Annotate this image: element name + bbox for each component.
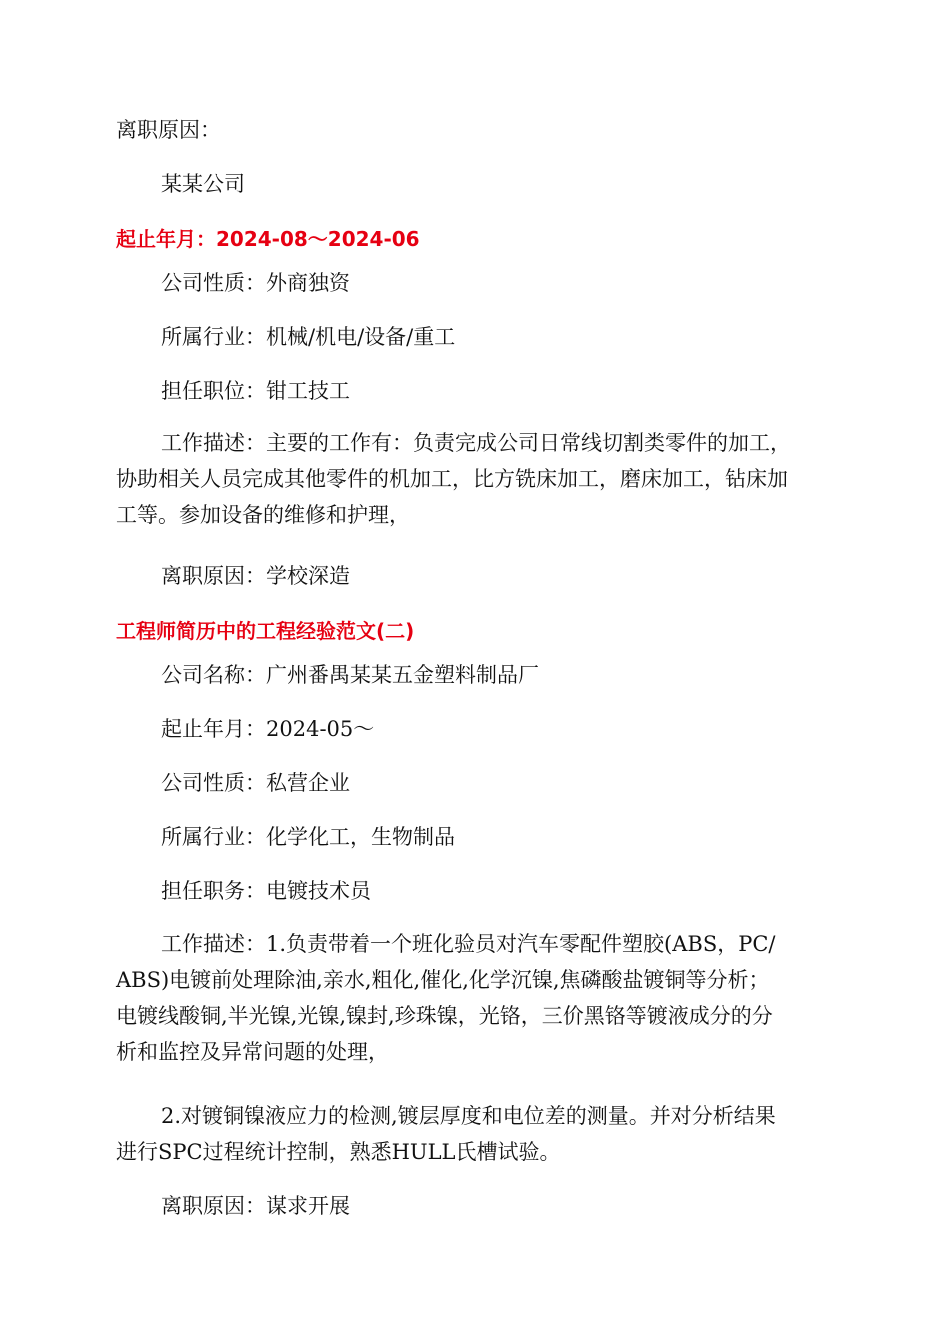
job-description-1-line: 工等。参加设备的维修和护理， (116, 503, 410, 527)
section-heading: 工程师简历中的工程经验范文(二) (116, 619, 415, 643)
company-name-2: 公司名称：广州番禺某某五金塑料制品厂 (161, 663, 539, 687)
company-nature: 公司性质：外商独资 (161, 271, 350, 295)
job-description-1-line: 工作描述：主要的工作有：负责完成公司日常线切割类零件的加工， (161, 431, 791, 455)
job-description-3 (116, 1098, 836, 1170)
resign-reason: 离职原因：学校深造 (161, 564, 350, 588)
job-description-1 (116, 425, 836, 533)
position-2: 担任职务：电镀技术员 (161, 879, 371, 903)
job-description-2-line: 电镀线酸铜,半光镍,光镍,镍封,珍珠镍，光铬，三价黑铬等镀液成分的分 (116, 1004, 773, 1028)
job-description-3-line: 进行SPC过程统计控制，熟悉HULL氏槽试验。 (116, 1140, 561, 1164)
position: 担任职位：钳工技工 (161, 379, 350, 403)
company-name: 某某公司 (161, 172, 245, 196)
job-description-2-line: 工作描述：1.负责带着一个班化验员对汽车零配件塑胶(ABS，PC/ (161, 932, 776, 956)
company-nature-2: 公司性质：私营企业 (161, 771, 350, 795)
job-description-1-line: 协助相关人员完成其他零件的机加工，比方铣床加工，磨床加工，钻床加 (116, 467, 788, 491)
job-description-2-line: ABS)电镀前处理除油,亲水,粗化,催化,化学沉镍,焦磷酸盐镀铜等分析； (116, 968, 770, 992)
period-2: 起止年月：2024-05～ (161, 717, 375, 741)
job-description-2-line: 析和监控及异常问题的处理， (116, 1040, 389, 1064)
industry: 所属行业：机械/机电/设备/重工 (161, 325, 456, 349)
job-description-3-line: 2.对镀铜镍液应力的检测,镀层厚度和电位差的测量。并对分析结果 (161, 1104, 776, 1128)
resign-reason-2: 离职原因：谋求开展 (161, 1194, 350, 1218)
period-heading: 起止年月：2024-08～2024-06 (116, 227, 420, 251)
resign-reason-label: 离职原因： (116, 118, 221, 142)
job-description-2 (116, 926, 836, 1070)
industry-2: 所属行业：化学化工，生物制品 (161, 825, 455, 849)
